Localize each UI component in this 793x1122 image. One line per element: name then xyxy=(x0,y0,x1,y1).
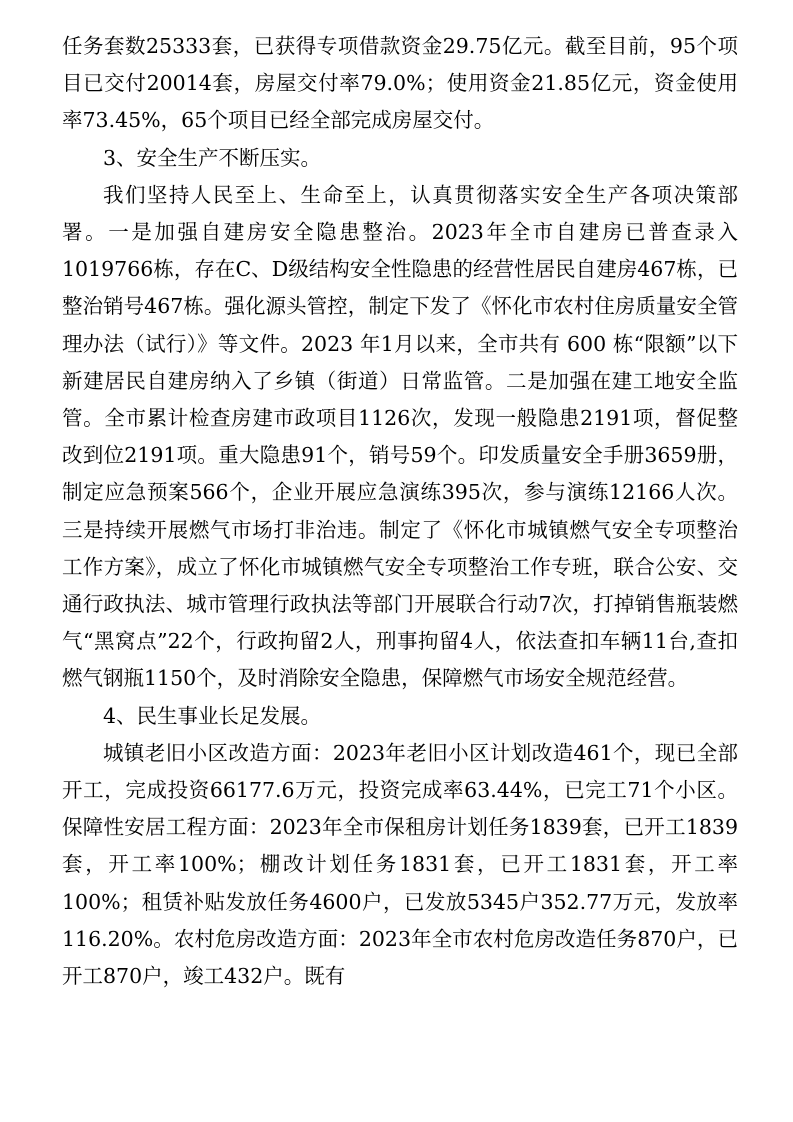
section-heading-livelihood: 4、民生事业长足发展。 xyxy=(103,703,322,728)
document-page xyxy=(62,28,738,995)
section-heading-safety: 3、安全生产不断压实。 xyxy=(103,145,322,170)
paragraph-housing-delivery: 任务套数25333套，已获得专项借款资金29.75亿元。截至目前，95个项目已交付20014套，房屋交付率79.0%；使用资金21.85亿元，资金使用率73.45%，65个项目已经全部完成房屋交付。 xyxy=(62,34,738,133)
paragraph-safety-production: 我们坚持人民至上、生命至上，认真贯彻落实安全生产各项决策部署。一是加强自建房安全隐患整治。2023年全市自建房已普查录入1019766栋，存在C、D级结构安全性隐患的经营性居民自建房467栋，已整治销号467栋。强化源头管控，制定下发了《怀化市农村住房质量安全管理办法（试行）》等文件。2023 年1月以来，全市共有 600 栋“限额”以下新建居民自建房纳入了乡镇（街道）日常监管。二是加强在建工地安全监管。全市累计检查房建市政项目1126次，发现一般隐患2191项，督促整改到位2191项。重大隐患91个，销号59个。印发质量安全手册3659册，制定应急预案566个，企业开展应急演练395次，参与演练12166人次。三是持续开展燃气市场打非治违。制定了《怀化市城镇燃气安全专项整治工作方案》，成立了怀化市城镇燃气安全专项整治工作专班，联合公安、交通行政执法、城市管理行政执法等部门开展联合行动7次，打掉销售瓶装燃气“黑窝点”22个，行政拘留2人，刑事拘留4人，依法查扣车辆11台,查扣燃气钢瓶1150个，及时消除安全隐患，保障燃气市场安全规范经营。 xyxy=(62,182,738,691)
paragraph-livelihood: 城镇老旧小区改造方面：2023年老旧小区计划改造461个，现已全部开工，完成投资66177.6万元，投资完成率63.44%，已完工71个小区。保障性安居工程方面：2023年全市保租房计划任务1839套，已开工1839套，开工率100%；棚改计划任务1831套，已开工1831套，开工率100%；租赁补贴发放任务4600户，已发放5345户352.77万元，发放率116.20%。农村危房改造方面：2023年全市农村危房改造任务870户，已开工870户，竣工432户。既有 xyxy=(62,740,738,989)
